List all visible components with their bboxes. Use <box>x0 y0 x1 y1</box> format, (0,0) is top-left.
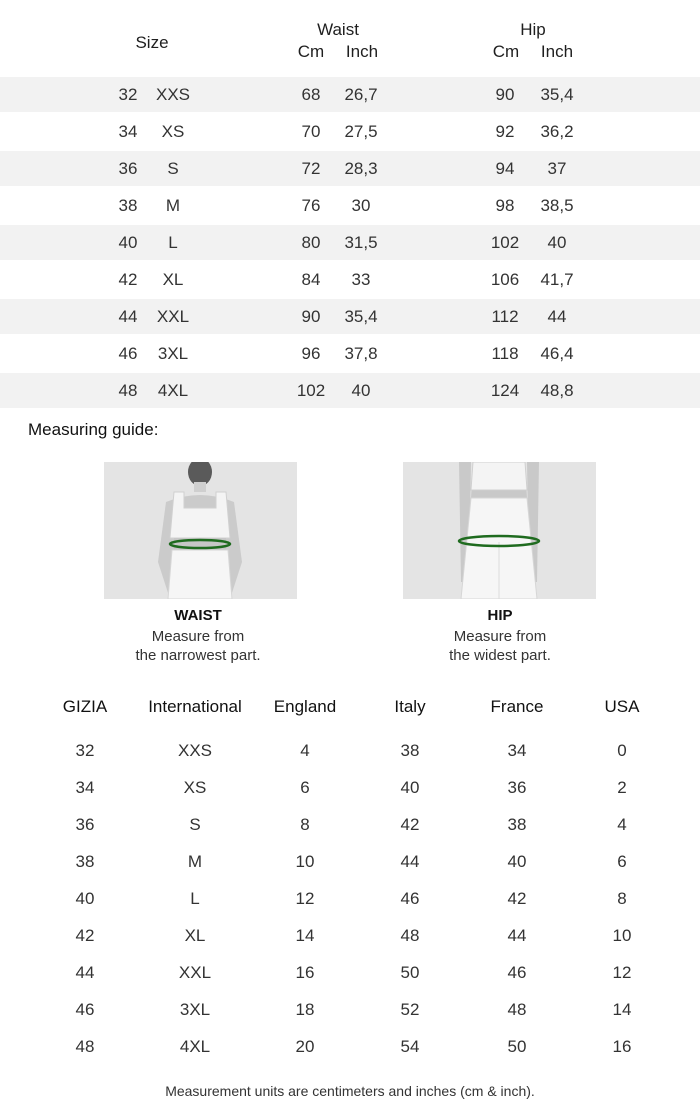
hip-cm-cell: 98 <box>495 196 515 215</box>
conversion-cell: 38 <box>75 852 95 871</box>
conversion-cell: 38 <box>507 815 527 834</box>
size-number-cell: 32 <box>118 85 138 104</box>
hip-cm-cell: 94 <box>495 159 515 178</box>
hip-inch-cell: 41,7 <box>540 270 574 289</box>
hip-cm-cell: 92 <box>495 122 515 141</box>
hip-inch-cell: 37 <box>547 159 567 178</box>
waist-cm-cell: 68 <box>301 85 321 104</box>
size-number-cell: 44 <box>118 307 138 326</box>
conversion-cell: 10 <box>295 852 315 871</box>
hip-header: Hip <box>520 20 546 39</box>
hip-inch-cell: 46,4 <box>540 344 574 363</box>
hip-inch-cell: 44 <box>547 307 567 326</box>
conversion-cell: 42 <box>400 815 420 834</box>
waist-cm-cell: 70 <box>301 122 321 141</box>
hip-cm-cell: 124 <box>490 381 520 400</box>
conversion-header-cell: GIZIA <box>62 697 108 716</box>
hip-cm-header: Cm <box>492 42 520 61</box>
hip-title: HIP <box>487 607 513 624</box>
hip-cm-cell: 112 <box>491 307 519 326</box>
conversion-cell: 44 <box>400 852 420 871</box>
conversion-cell: 36 <box>507 778 527 797</box>
hip-photo <box>403 462 596 599</box>
conversion-cell: 50 <box>400 963 420 982</box>
waist-inch-cell: 26,7 <box>344 85 378 104</box>
conversion-cell: 4 <box>300 741 310 760</box>
waist-inch-cell: 33 <box>351 270 371 289</box>
conversion-cell: 0 <box>617 741 627 760</box>
waist-inch-cell: 35,4 <box>344 307 378 326</box>
hip-illustration <box>403 462 596 599</box>
conversion-cell: 14 <box>612 1000 632 1019</box>
hip-inch-cell: 40 <box>547 233 567 252</box>
conversion-cell: 40 <box>507 852 527 871</box>
waist-title: WAIST <box>174 607 222 624</box>
size-label-cell: M <box>165 196 181 215</box>
size-label-cell: S <box>167 159 179 178</box>
waist-cm-cell: 102 <box>296 381 326 400</box>
conversion-cell: 52 <box>400 1000 420 1019</box>
conversion-cell: 34 <box>507 741 527 760</box>
size-label-cell: 3XL <box>157 344 189 363</box>
conversion-cell: XL <box>184 926 206 945</box>
hip-inch-cell: 35,4 <box>540 85 574 104</box>
conversion-header-cell: USA <box>604 697 640 716</box>
waist-inch-cell: 37,8 <box>344 344 378 363</box>
waist-cm-cell: 72 <box>301 159 321 178</box>
conversion-cell: 46 <box>75 1000 95 1019</box>
size-number-cell: 36 <box>118 159 138 178</box>
conversion-cell: 18 <box>295 1000 315 1019</box>
conversion-cell: 44 <box>507 926 527 945</box>
hip-cm-cell: 102 <box>490 233 520 252</box>
conversion-cell: 46 <box>507 963 527 982</box>
conversion-cell: 3XL <box>179 1000 211 1019</box>
size-label-cell: XS <box>161 122 185 141</box>
size-header: Size <box>135 33 169 52</box>
conversion-cell: 34 <box>75 778 95 797</box>
hip-caption-line1: Measure from <box>453 628 547 645</box>
size-number-cell: 40 <box>118 233 138 252</box>
conversion-cell: 12 <box>295 889 315 908</box>
conversion-cell: L <box>190 889 200 908</box>
waist-inch-header: Inch <box>345 42 379 61</box>
waist-inch-cell: 28,3 <box>344 159 378 178</box>
waist-inch-cell: 40 <box>351 381 371 400</box>
conversion-cell: 48 <box>400 926 420 945</box>
hip-inch-cell: 36,2 <box>540 122 574 141</box>
hip-caption-line2: the widest part. <box>449 647 551 664</box>
hip-cm-cell: 90 <box>495 85 515 104</box>
size-number-cell: 34 <box>118 122 138 141</box>
conversion-cell: 16 <box>295 963 315 982</box>
conversion-cell: 12 <box>612 963 632 982</box>
conversion-cell: 4 <box>617 815 627 834</box>
waist-cm-cell: 76 <box>301 196 321 215</box>
conversion-header-cell: International <box>148 697 242 716</box>
size-label-cell: 4XL <box>157 381 189 400</box>
waist-cm-cell: 90 <box>301 307 321 326</box>
conversion-header-cell: England <box>273 697 337 716</box>
waist-inch-cell: 31,5 <box>344 233 378 252</box>
conversion-cell: 48 <box>75 1037 95 1056</box>
conversion-cell: 6 <box>617 852 627 871</box>
conversion-cell: M <box>187 852 203 871</box>
conversion-cell: 44 <box>75 963 95 982</box>
conversion-cell: 14 <box>295 926 315 945</box>
size-number-cell: 48 <box>118 381 138 400</box>
waist-cm-cell: 80 <box>301 233 321 252</box>
size-label-cell: XXL <box>156 307 190 326</box>
conversion-cell: S <box>189 815 201 834</box>
size-label-cell: XXS <box>155 85 191 104</box>
size-number-cell: 38 <box>118 196 138 215</box>
conversion-cell: 8 <box>617 889 627 908</box>
conversion-header-cell: Italy <box>394 697 426 716</box>
measuring-guide-title: Measuring guide: <box>28 420 159 439</box>
conversion-cell: 42 <box>75 926 95 945</box>
conversion-cell: XXL <box>178 963 212 982</box>
hip-cm-cell: 118 <box>491 344 519 363</box>
conversion-cell: 54 <box>400 1037 420 1056</box>
waist-inch-cell: 27,5 <box>344 122 378 141</box>
waist-cm-cell: 84 <box>301 270 321 289</box>
conversion-header-cell: France <box>490 697 544 716</box>
waist-caption-line2: the narrowest part. <box>135 647 261 664</box>
size-label-cell: XL <box>162 270 184 289</box>
conversion-cell: 46 <box>400 889 420 908</box>
footer-note: Measurement units are centimeters and inches (cm & inch). <box>165 1083 535 1099</box>
conversion-cell: 10 <box>612 926 632 945</box>
hip-cm-cell: 106 <box>490 270 520 289</box>
conversion-cell: 36 <box>75 815 95 834</box>
waist-cm-header: Cm <box>297 42 325 61</box>
conversion-cell: 48 <box>507 1000 527 1019</box>
size-number-cell: 46 <box>118 344 138 363</box>
size-label-cell: L <box>168 233 178 252</box>
hip-inch-header: Inch <box>540 42 574 61</box>
conversion-cell: 4XL <box>179 1037 211 1056</box>
conversion-cell: 2 <box>617 778 627 797</box>
waist-cm-cell: 96 <box>301 344 321 363</box>
hip-inch-cell: 38,5 <box>540 196 574 215</box>
conversion-cell: 38 <box>400 741 420 760</box>
conversion-cell: 40 <box>400 778 420 797</box>
conversion-cell: XS <box>183 778 207 797</box>
hip-inch-cell: 48,8 <box>540 381 574 400</box>
conversion-cell: XXS <box>177 741 213 760</box>
waist-illustration <box>104 462 297 599</box>
conversion-cell: 40 <box>75 889 95 908</box>
conversion-cell: 50 <box>507 1037 527 1056</box>
conversion-cell: 32 <box>75 741 95 760</box>
waist-caption-line1: Measure from <box>151 628 245 645</box>
waist-photo <box>104 462 297 599</box>
conversion-cell: 20 <box>295 1037 315 1056</box>
conversion-cell: 8 <box>300 815 310 834</box>
conversion-cell: 16 <box>612 1037 632 1056</box>
size-number-cell: 42 <box>118 270 138 289</box>
waist-inch-cell: 30 <box>351 196 371 215</box>
conversion-cell: 42 <box>507 889 527 908</box>
waist-header: Waist <box>317 20 359 39</box>
conversion-cell: 6 <box>300 778 310 797</box>
